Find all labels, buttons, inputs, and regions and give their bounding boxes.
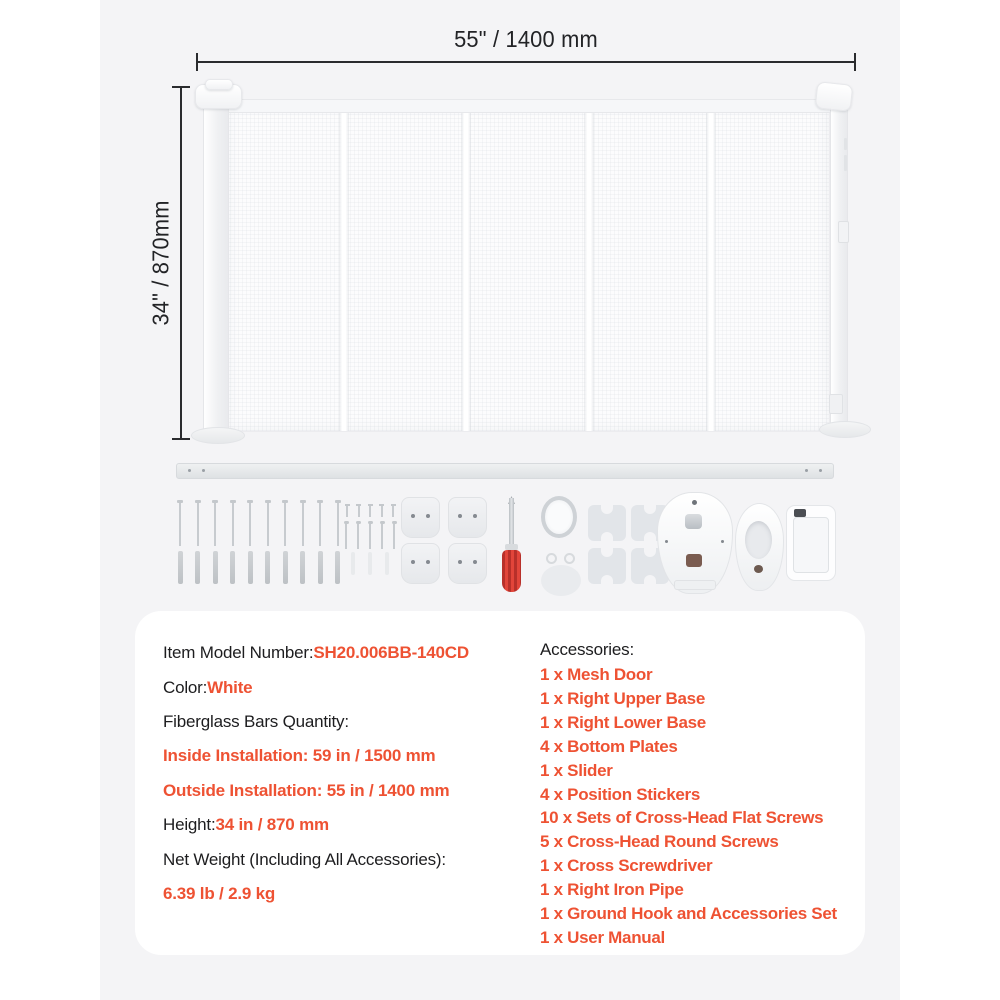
user-manual-clip [794,509,806,517]
screw-tiny [392,506,394,517]
screw-long [179,502,181,546]
gate-right-cap [815,81,854,112]
gate-left-cap-top [205,79,233,90]
washer [564,553,575,564]
tiny-screws-group [346,504,394,519]
bottom-plate [401,497,440,538]
gate-latch-detail [844,138,847,150]
seam [706,105,716,431]
ground-hook-pad [541,565,581,596]
anchor-faint [385,552,389,575]
gate-slider-clip [838,221,849,243]
width-dimension-tick-left [196,53,198,71]
screw-round [345,524,347,549]
bottom-plate [448,543,487,584]
anchor-faint [368,552,372,575]
anchor [283,551,288,584]
gate-right-foot [819,421,871,438]
spec-color: Color: White [163,677,253,697]
anchor [300,551,305,584]
user-manual-inner [793,517,829,573]
anchor [248,551,253,584]
spec-inside-installation: Inside Installation: 59 in / 1500 mm [163,746,436,766]
screw-round [357,524,359,549]
seam [339,105,349,431]
upper-base-dot [721,540,724,543]
height-dimension-tick-bottom [172,438,190,440]
gate-latch-detail [844,155,847,171]
spec-list [163,636,528,911]
upper-base-screw [692,500,697,505]
height-dimension-line [180,87,182,440]
gate-left-foot [191,427,245,444]
washer [546,553,557,564]
cross-screwdriver [502,550,521,592]
accessory-item: 1 x Mesh Door [540,665,653,684]
gate-left-post [203,97,229,437]
accessory-item: 1 x Slider [540,760,613,780]
ground-hook-ring [541,496,577,538]
screw-tiny [369,506,371,517]
screw-long [197,502,199,546]
accessory-item: 1 x Right Upper Base [540,688,705,708]
screw-tiny [358,506,360,517]
accessory-item: 1 x User Manual [540,927,665,947]
upper-base-dot [665,540,668,543]
right-iron-pipe [176,463,834,479]
height-dimension-label: 34" / 870mm [147,200,174,326]
lower-base-recess [745,521,772,559]
accessories-list [540,637,862,950]
width-dimension-tick-right [854,53,856,71]
right-upper-base [657,492,733,594]
gate-bottom-latch [829,394,843,414]
anchor [213,551,218,584]
accessory-item: 10 x Sets of Cross-Head Flat Screws [540,808,824,828]
accessory-item: 1 x Ground Hook and Accessories Set [540,904,837,924]
bottom-plates-group [401,497,487,584]
screw-round [381,524,383,549]
spec-height: Height: 34 in / 870 mm [163,815,329,835]
faint-anchors-group [351,552,389,576]
accessory-item: 1 x Right Iron Pipe [540,880,684,900]
spec-outside-installation: Outside Installation: 55 in / 1400 mm [163,780,450,800]
height-dimension-tick-top [172,86,190,88]
screw-tiny [346,506,348,517]
accessories-title: Accessories: [540,640,634,659]
anchor [265,551,270,584]
gate-top-rail [222,99,833,113]
width-dimension-line [197,61,855,63]
anchor [195,551,200,584]
screw-long [249,502,251,546]
accessory-item: 5 x Cross-Head Round Screws [540,832,779,852]
round-screws-group [345,522,395,551]
screw-round [369,524,371,549]
bottom-plate [401,543,440,584]
mesh-door-panel [225,104,830,432]
upper-base-connector [686,554,702,567]
screw-tiny [381,506,383,517]
anchor [335,551,340,584]
anchors-group [178,551,340,585]
sticker [588,505,626,541]
screw-long [267,502,269,546]
seam [461,105,471,431]
anchor [318,551,323,584]
screw-long [214,502,216,546]
lower-base-connector [754,565,763,573]
sticker [588,548,626,584]
screw-long [302,502,304,546]
anchor-faint [351,552,355,575]
screw-long [284,502,286,546]
screw-long [319,502,321,546]
screw-long [232,502,234,546]
upper-base-socket [685,514,702,529]
anchor [230,551,235,584]
accessory-item: 1 x Cross Screwdriver [540,856,713,876]
width-dimension-label: 55" / 1400 mm [454,26,598,52]
accessory-item: 4 x Bottom Plates [540,736,678,756]
spec-item-model: Item Model Number: SH20.006BB-140CD [163,643,469,663]
screw-round [393,524,395,549]
bottom-plate [448,497,487,538]
screwdriver-shaft [509,498,514,546]
screw-long [337,502,339,546]
spec-net-weight: Net Weight (Including All Accessories): [163,849,446,869]
anchor [178,551,183,584]
spec-weight-value: 6.39 lb / 2.9 kg [163,883,276,903]
upper-base-lip [674,580,716,590]
accessory-item: 1 x Right Lower Base [540,712,706,732]
flat-screws-group [179,500,339,550]
seam [584,105,594,431]
accessory-item: 4 x Position Stickers [540,784,700,804]
spec-bars-quantity: Fiberglass Bars Quantity: [163,711,349,731]
